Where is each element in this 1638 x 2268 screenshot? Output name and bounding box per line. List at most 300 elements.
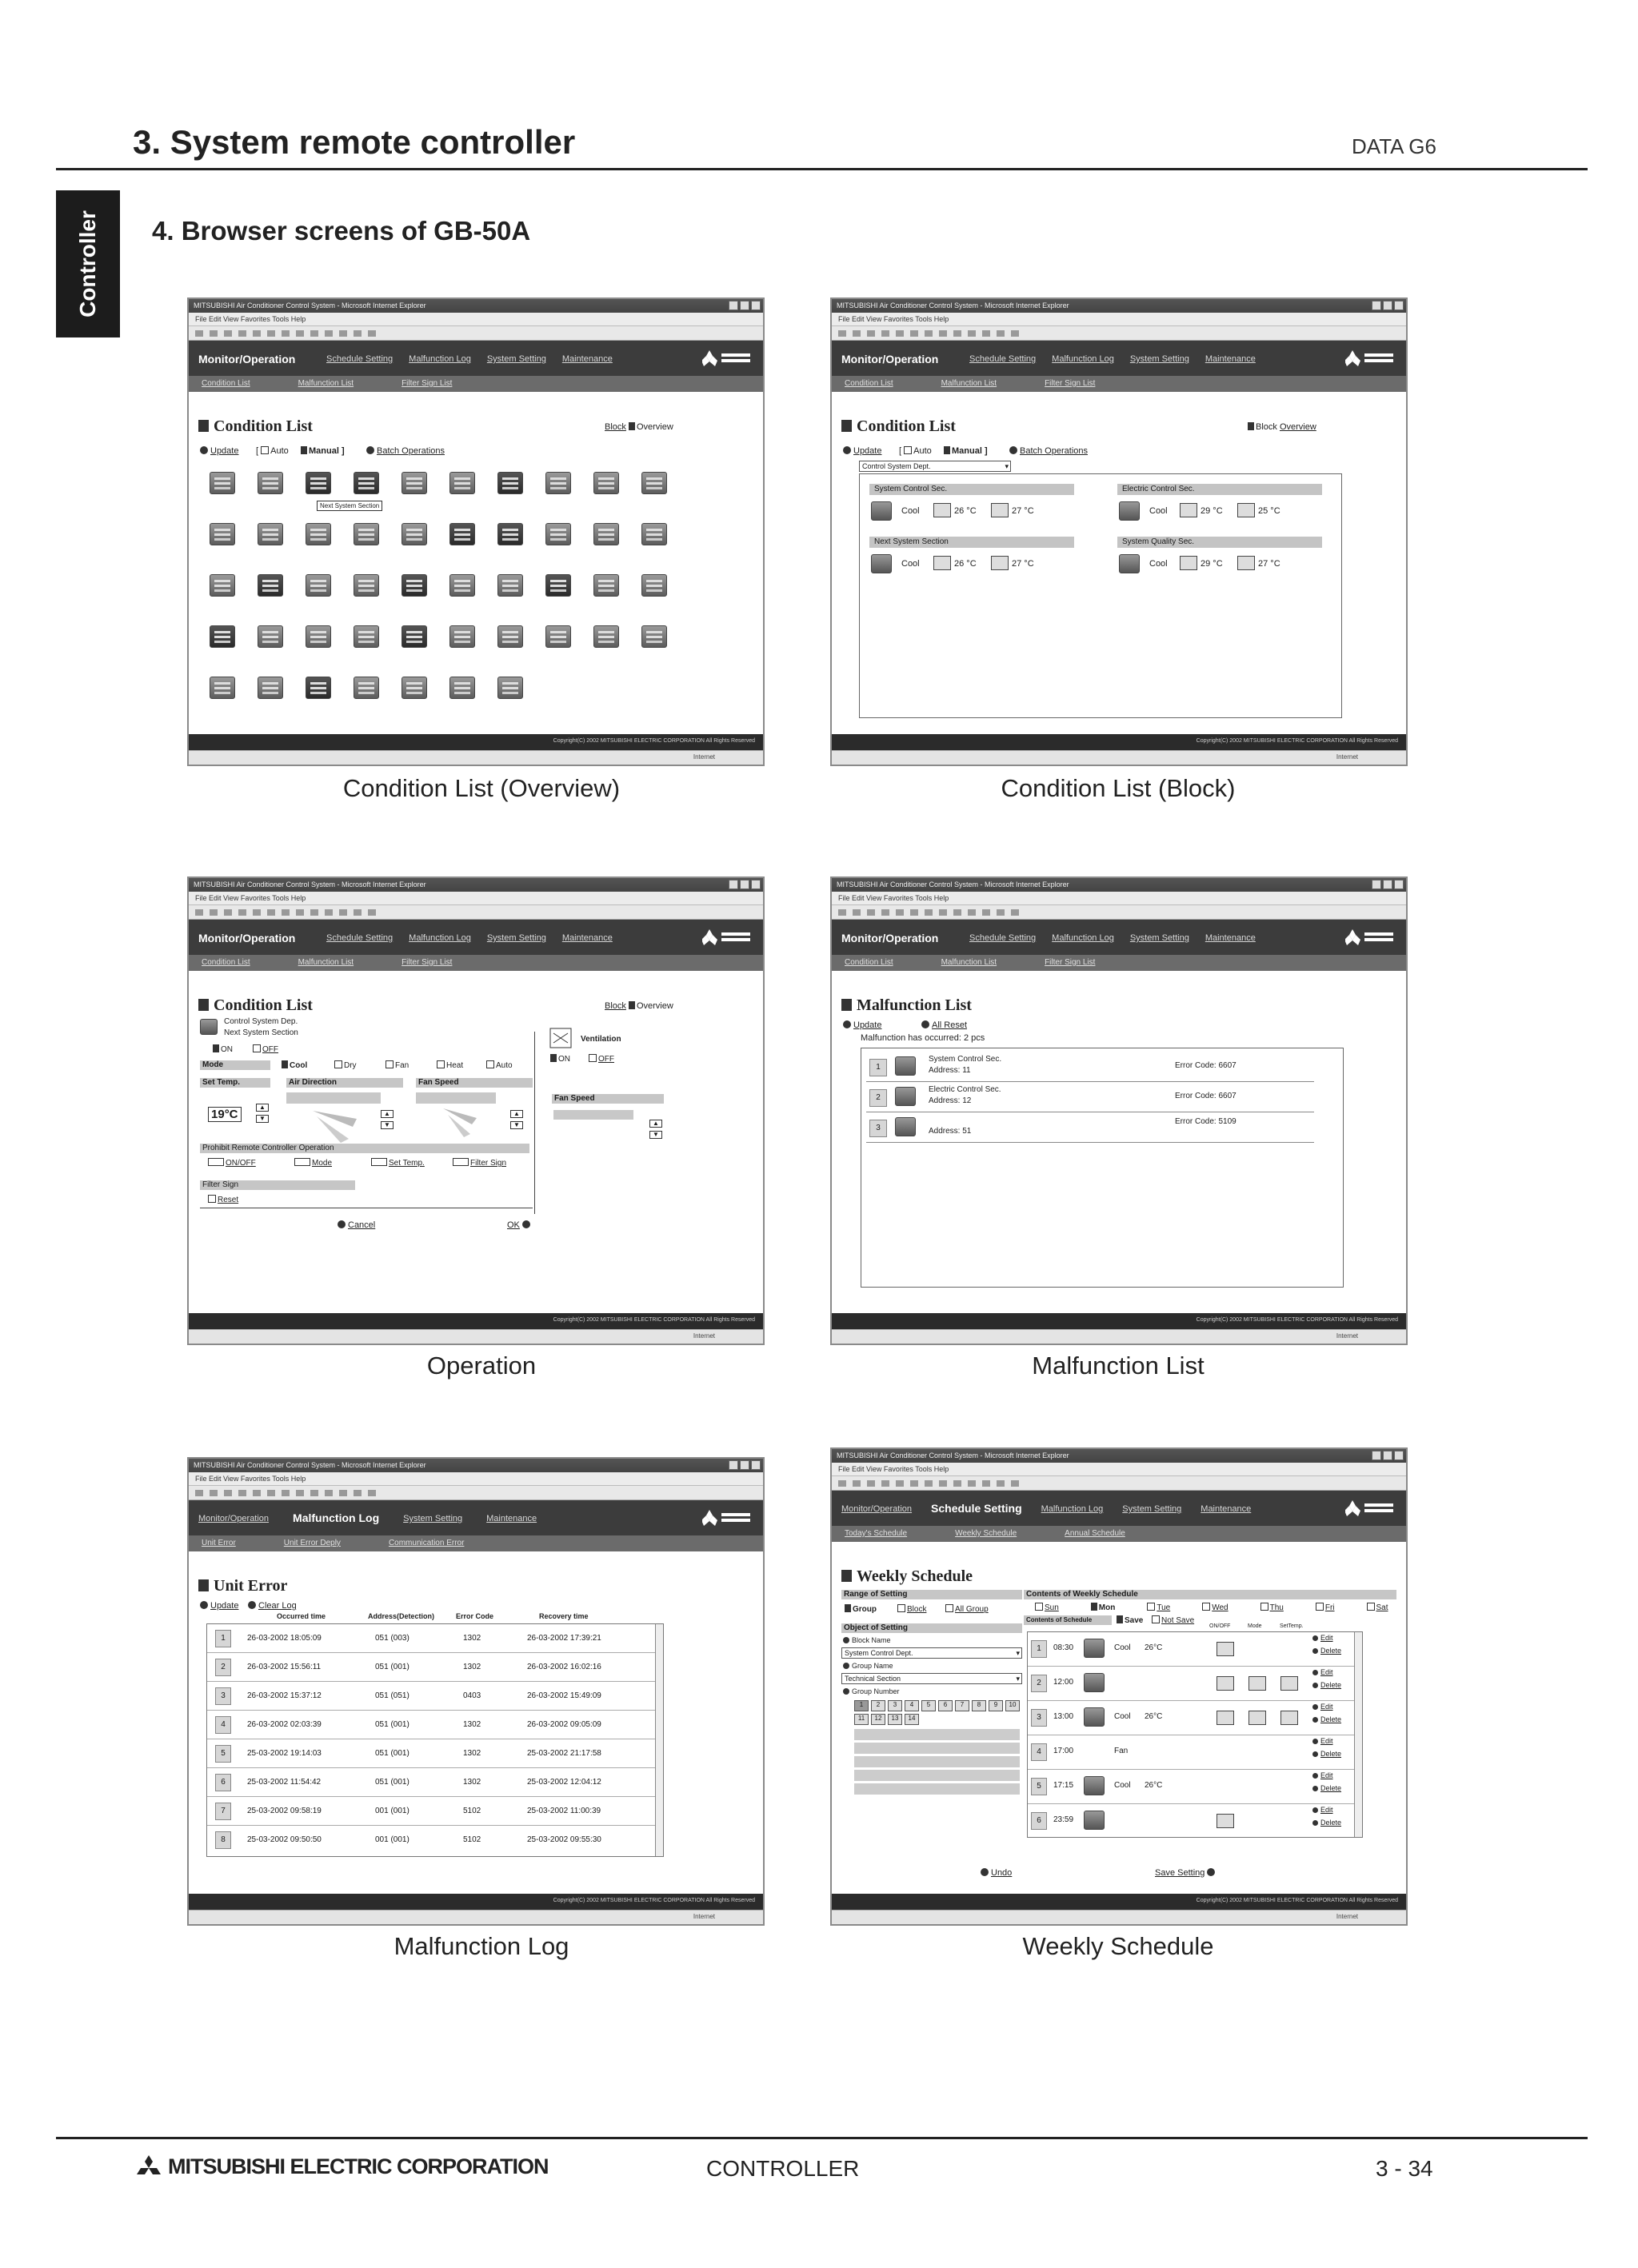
set-temp-value: 29 °C (1201, 506, 1223, 516)
unit-icon[interactable] (258, 523, 283, 545)
nav-system-setting[interactable]: System Setting (1129, 933, 1189, 943)
unit-icon[interactable] (497, 523, 523, 545)
mode-text: Cool (901, 506, 920, 516)
screenshot-weekly-schedule (830, 1447, 1408, 1926)
browser-toolbar (189, 1486, 763, 1500)
schedule-entry[interactable]: 2 12:00 Edit Delete (1028, 1667, 1362, 1701)
dept-select[interactable]: Control System Dept. ▾ (859, 461, 1011, 472)
nav-monitor[interactable]: Monitor/Operation (841, 1504, 913, 1514)
set-temp-icon (1180, 556, 1197, 570)
day-tab-mon[interactable]: Mon (1091, 1603, 1116, 1612)
temp-up-icon[interactable]: ▲ (256, 1104, 269, 1112)
group-number-cell[interactable]: 3 (888, 1700, 902, 1711)
day-tab-sat[interactable]: Sat (1367, 1603, 1388, 1612)
unit-icon[interactable] (258, 472, 283, 494)
nav-schedule[interactable]: Schedule Setting (969, 933, 1037, 943)
maximize-icon (740, 301, 749, 310)
mode-text: Cool (1149, 559, 1168, 569)
air-direction-down-icon[interactable]: ▼ (381, 1121, 394, 1129)
auto-option[interactable]: [ Auto (256, 446, 289, 456)
screen-title: Condition List (198, 996, 313, 1015)
group-name-select[interactable]: Technical Section ▾ (841, 1673, 1022, 1684)
unit-icon[interactable] (449, 523, 475, 545)
unit-icon-grid (210, 472, 669, 699)
unit-icon[interactable] (497, 625, 523, 648)
page-content (189, 408, 763, 734)
subnav-annual-schedule[interactable]: Annual Schedule (1065, 1529, 1125, 1538)
room-temp-value: 27 °C (1258, 559, 1280, 569)
unit-icon[interactable] (641, 523, 667, 545)
group-number-cell[interactable]: 9 (989, 1700, 1003, 1711)
unit-icon[interactable] (449, 677, 475, 699)
fan-speed-icon (441, 1107, 481, 1139)
close-icon (1394, 1451, 1404, 1460)
unit-icon[interactable] (354, 677, 379, 699)
window-titlebar: MITSUBISHI Air Conditioner Control System - Microsoft Internet Explorer (832, 299, 1406, 313)
subnav-malfunction-list[interactable]: Malfunction List (298, 958, 354, 967)
day-tab-wed[interactable]: Wed (1202, 1603, 1228, 1612)
schedule-entry[interactable]: 1 08:30 Cool 26°C Edit Delete (1028, 1632, 1362, 1667)
browser-toolbar (832, 326, 1406, 341)
vent-on-option[interactable]: ON (550, 1054, 570, 1064)
col-mode: Mode (1248, 1623, 1262, 1629)
group-number-cell[interactable]: 8 (972, 1700, 986, 1711)
nav-maintenance[interactable]: Maintenance (1201, 1504, 1252, 1514)
table-row[interactable]: 7 25-03-2002 09:58:19 001 (001) 5102 25-03-2002 11:00:39 (207, 1797, 663, 1826)
footer-divider (56, 2137, 1588, 2139)
maximize-icon (1383, 1451, 1392, 1460)
maximize-icon (740, 1460, 749, 1470)
prohibit-label: Prohibit Remote Controller Operation (200, 1144, 529, 1153)
auto-option[interactable]: [ Auto (899, 446, 932, 456)
edit-link[interactable]: Edit (1312, 1771, 1333, 1779)
unit-icon[interactable] (258, 677, 283, 699)
range-block[interactable]: Block (897, 1604, 926, 1614)
unit-icon (895, 1117, 916, 1136)
subnav-condition-list[interactable]: Condition List (202, 958, 250, 967)
window-titlebar: MITSUBISHI Air Conditioner Control System - Microsoft Internet Explorer (832, 1449, 1406, 1463)
mode-dry[interactable]: Dry (334, 1060, 357, 1070)
scrollbar[interactable] (1354, 1632, 1362, 1837)
delete-link[interactable]: Delete (1312, 1819, 1341, 1827)
temp-down-icon[interactable]: ▼ (256, 1115, 269, 1123)
section-header: System Quality Sec. (1117, 537, 1322, 548)
block-view-link[interactable]: Block Overview (605, 422, 673, 432)
object-label: Object of Setting (841, 1623, 1022, 1633)
vent-fan-up-icon[interactable]: ▲ (649, 1120, 662, 1128)
unit-icon[interactable] (449, 472, 475, 494)
malfunction-count: Malfunction has occurred: 2 pcs (861, 1033, 985, 1043)
unit-icon[interactable] (497, 472, 523, 494)
mode-auto[interactable]: Auto (486, 1060, 513, 1070)
nav-malfunction-log[interactable]: Malfunction Log (293, 1511, 380, 1524)
subnav-filter-sign-list[interactable]: Filter Sign List (402, 958, 453, 967)
air-direction-up-icon[interactable]: ▲ (381, 1110, 394, 1118)
group-name-label: Group Name (843, 1662, 893, 1670)
sub-nav (832, 1526, 1406, 1542)
group-number-cell[interactable]: 2 (871, 1700, 885, 1711)
update-link[interactable]: Update (200, 446, 238, 456)
close-icon (751, 1460, 761, 1470)
group-number-cell[interactable]: 7 (955, 1700, 969, 1711)
subnav-unit-error-deply[interactable]: Unit Error Deply (283, 1539, 341, 1547)
nav-system-setting[interactable]: System Setting (1129, 354, 1189, 364)
copyright-bar: Copyright(C) 2002 MITSUBISHI ELECTRIC CORPORATION All Rights Reserved (189, 1313, 763, 1329)
window-titlebar: MITSUBISHI Air Conditioner Control System - Microsoft Internet Explorer (189, 878, 763, 892)
tooltip: Next System Section (317, 501, 382, 511)
table-row[interactable]: 4 26-03-2002 02:03:39 051 (001) 1302 26-03-2002 09:05:09 (207, 1711, 663, 1739)
unit-icon[interactable] (402, 574, 427, 597)
day-tab-sun[interactable]: Sun (1035, 1603, 1059, 1612)
nav-monitor[interactable]: Monitor/Operation (841, 932, 939, 944)
day-tabs (1035, 1603, 1388, 1612)
unit-icon[interactable] (258, 625, 283, 648)
menu-bar: File Edit View Favorites Tools Help (189, 892, 763, 905)
vent-fan-down-icon[interactable]: ▼ (649, 1131, 662, 1139)
delete-link[interactable]: Delete (1312, 1784, 1341, 1792)
subnav-malfunction-list[interactable]: Malfunction List (298, 379, 354, 388)
unit-icon[interactable] (641, 574, 667, 597)
set-temp-icon (933, 556, 951, 570)
settings-icon (1280, 1711, 1298, 1725)
unit-icon[interactable] (402, 523, 427, 545)
save-option[interactable]: Save (1117, 1615, 1143, 1625)
unit-icon[interactable] (593, 472, 619, 494)
nav-schedule[interactable]: Schedule Setting (969, 354, 1037, 364)
delete-link[interactable]: Delete (1312, 1750, 1341, 1758)
unit-icon[interactable] (402, 625, 427, 648)
section-heading: 4. Browser screens of GB-50A (152, 216, 531, 246)
range-group[interactable]: Group (845, 1604, 877, 1614)
group-number-cell[interactable]: 10 (1005, 1700, 1020, 1711)
settings-icon (1248, 1711, 1266, 1725)
cancel-button[interactable]: Cancel (338, 1220, 375, 1230)
unit-icon[interactable] (402, 677, 427, 699)
nav-malfunction-log[interactable]: Malfunction Log (1041, 1504, 1104, 1514)
corporation-name: MITSUBISHI ELECTRIC CORPORATION (168, 2154, 549, 2178)
nav-maintenance[interactable]: Maintenance (1205, 933, 1256, 943)
unit-icon[interactable] (871, 554, 892, 573)
fan-speed-up-icon[interactable]: ▲ (510, 1110, 523, 1118)
contents-schedule-label: Contents of Schedule (1024, 1615, 1112, 1625)
unit-icon[interactable] (210, 472, 235, 494)
fan-speed-down-icon[interactable]: ▼ (510, 1121, 523, 1129)
vent-off-option[interactable]: OFF (589, 1054, 614, 1064)
prohibit-mode[interactable]: Mode (294, 1158, 332, 1168)
group-number-cell[interactable]: 6 (938, 1700, 953, 1711)
clear-log-link[interactable]: Clear Log (248, 1601, 297, 1611)
subnav-condition-list[interactable]: Condition List (845, 958, 893, 967)
unit-icon[interactable] (545, 523, 571, 545)
block-name-select[interactable]: System Control Dept. ▾ (841, 1647, 1022, 1659)
block-view-link[interactable]: Block Overview (605, 1001, 673, 1011)
screen-title: Condition List (841, 417, 956, 436)
not-save-option[interactable]: Not Save (1152, 1615, 1194, 1625)
edit-link[interactable]: Edit (1312, 1737, 1333, 1745)
screen-title: Condition List (198, 417, 313, 436)
list-item[interactable]: 3 Address: 51 Error Code: 5109 (866, 1114, 1314, 1143)
update-link[interactable]: Update (843, 1020, 881, 1030)
mode-cool[interactable]: Cool (282, 1060, 307, 1070)
undo-button[interactable]: Undo (981, 1868, 1012, 1878)
off-option[interactable]: OFF (253, 1044, 278, 1054)
table-row[interactable]: 8 25-03-2002 09:50:50 001 (001) 5102 25-03-2002 09:55:30 (207, 1826, 663, 1855)
edit-link[interactable]: Edit (1312, 1634, 1333, 1642)
caption-condition-overview: Condition List (Overview) (342, 774, 621, 802)
nav-system-setting[interactable]: System Setting (486, 354, 546, 364)
vent-fan-speed-label: Fan Speed (552, 1094, 664, 1104)
unit-icon[interactable] (306, 574, 331, 597)
subnav-filter-sign-list[interactable]: Filter Sign List (1045, 379, 1096, 388)
menu-bar: File Edit View Favorites Tools Help (189, 1472, 763, 1486)
scrollbar[interactable] (655, 1624, 663, 1856)
sub-nav (832, 376, 1406, 392)
group-section: Next System Section (224, 1028, 298, 1037)
table-row[interactable]: 3 26-03-2002 15:37:12 051 (051) 0403 26-03-2002 15:49:09 (207, 1682, 663, 1711)
nav-bar (832, 1491, 1406, 1526)
settings-icon (1217, 1711, 1234, 1725)
edit-link[interactable]: Edit (1312, 1668, 1333, 1676)
nav-bar (832, 920, 1406, 955)
unit-icon[interactable] (258, 574, 283, 597)
unit-icon[interactable] (306, 472, 331, 494)
sub-nav (189, 376, 763, 392)
set-temp-icon (933, 503, 951, 517)
set-temp-display: 19°C (208, 1107, 242, 1122)
mitsubishi-logo-icon (1345, 928, 1396, 947)
unit-icon[interactable] (641, 625, 667, 648)
mode-label: Mode (200, 1060, 270, 1070)
status-bar: Internet (189, 1910, 763, 1924)
update-link[interactable]: Update (843, 446, 881, 456)
nav-monitor[interactable]: Monitor/Operation (198, 353, 296, 365)
table-row[interactable]: 1 26-03-2002 18:05:09 051 (003) 1302 26-03-2002 17:39:21 (207, 1624, 663, 1653)
delete-link[interactable]: Delete (1312, 1681, 1341, 1689)
prohibit-onoff[interactable]: ON/OFF (208, 1158, 256, 1168)
status-bar: Internet (832, 1910, 1406, 1924)
minimize-icon (1372, 1451, 1381, 1460)
unit-icon[interactable] (354, 625, 379, 648)
room-temp-value: 27 °C (1012, 559, 1034, 569)
maximize-icon (1383, 301, 1392, 310)
nav-malfunction-log[interactable]: Malfunction Log (409, 933, 471, 943)
edit-link[interactable]: Edit (1312, 1806, 1333, 1814)
subnav-condition-list[interactable]: Condition List (202, 379, 250, 388)
contents-label: Contents of Weekly Schedule (1024, 1590, 1396, 1599)
day-tab-tue[interactable]: Tue (1147, 1603, 1170, 1612)
mode-text: Cool (1149, 506, 1168, 516)
manual-option[interactable]: Manual ] (301, 446, 345, 456)
unit-icon[interactable] (1119, 554, 1140, 573)
set-temp-icon (1180, 503, 1197, 517)
batch-operations-link[interactable]: Batch Operations (366, 446, 445, 456)
save-setting-button[interactable]: Save Setting (1155, 1868, 1217, 1878)
schedule-entry[interactable]: 4 17:00 Fan Edit Delete (1028, 1735, 1362, 1770)
group-number-cell[interactable]: 4 (905, 1700, 919, 1711)
schedule-entry[interactable]: 5 17:15 Cool 26°C Edit Delete (1028, 1770, 1362, 1804)
subnav-weekly-schedule[interactable]: Weekly Schedule (955, 1529, 1017, 1538)
maximize-icon (1383, 880, 1392, 889)
group-number-cell[interactable]: 14 (905, 1714, 919, 1725)
day-tab-thu[interactable]: Thu (1260, 1603, 1284, 1612)
edit-link[interactable]: Edit (1312, 1703, 1333, 1711)
nav-maintenance[interactable]: Maintenance (561, 354, 613, 364)
block-view-link[interactable]: Block Overview (1248, 422, 1316, 432)
delete-link[interactable]: Delete (1312, 1715, 1341, 1723)
group-dept: Control System Dep. (224, 1017, 298, 1026)
nav-malfunction-log[interactable]: Malfunction Log (1052, 354, 1114, 364)
subnav-condition-list[interactable]: Condition List (845, 379, 893, 388)
ok-button[interactable]: OK (507, 1220, 533, 1230)
unit-icon[interactable] (497, 677, 523, 699)
group-number-cell[interactable]: 1 (854, 1700, 869, 1711)
mode-heat[interactable]: Heat (437, 1060, 463, 1070)
unit-icon[interactable] (449, 625, 475, 648)
group-number-label: Group Number (843, 1687, 900, 1695)
unit-icon[interactable] (545, 574, 571, 597)
table-row[interactable]: 2 26-03-2002 15:56:11 051 (001) 1302 26-03-2002 16:02:16 (207, 1653, 663, 1682)
group-number-grid (854, 1700, 1020, 1725)
unit-icon[interactable] (210, 574, 235, 597)
schedule-entry[interactable]: 3 13:00 Cool 26°C Edit Delete (1028, 1701, 1362, 1735)
nav-bar (832, 341, 1406, 376)
col-recovery: Recovery time (539, 1612, 589, 1620)
unit-icon[interactable] (641, 472, 667, 494)
mitsubishi-logo-icon (702, 1508, 753, 1527)
unit-icon[interactable] (871, 501, 892, 521)
manual-option[interactable]: Manual ] (944, 446, 988, 456)
nav-bar (189, 1500, 763, 1535)
unit-icon[interactable] (1119, 501, 1140, 521)
schedule-entry[interactable]: 6 23:59 Edit Delete (1028, 1804, 1362, 1839)
page-content (832, 1558, 1406, 1894)
air-direction-icon (309, 1107, 365, 1147)
status-bar: Internet (832, 750, 1406, 765)
subnav-communication-error[interactable]: Communication Error (388, 1539, 465, 1547)
nav-system-setting[interactable]: System Setting (486, 933, 546, 943)
subnav-unit-error[interactable]: Unit Error (202, 1539, 236, 1547)
unit-icon[interactable] (497, 574, 523, 597)
batch-operations-link[interactable]: Batch Operations (1009, 446, 1088, 456)
subnav-filter-sign-list[interactable]: Filter Sign List (402, 379, 453, 388)
browser-toolbar (189, 326, 763, 341)
subnav-malfunction-list[interactable]: Malfunction List (941, 958, 997, 967)
caption-condition-block: Condition List (Block) (1001, 774, 1236, 802)
nav-schedule[interactable]: Schedule Setting (931, 1502, 1022, 1515)
unit-icon[interactable] (545, 472, 571, 494)
unit-icon[interactable] (306, 677, 331, 699)
list-item[interactable]: 1 System Control Sec. Address: 11 Error Code: 6607 (866, 1053, 1314, 1082)
unit-icon[interactable] (354, 574, 379, 597)
room-temp-icon (1237, 556, 1255, 570)
copyright-bar: Copyright(C) 2002 MITSUBISHI ELECTRIC CORPORATION All Rights Reserved (832, 734, 1406, 750)
all-reset-link[interactable]: All Reset (921, 1020, 967, 1030)
nav-maintenance[interactable]: Maintenance (1205, 354, 1256, 364)
table-row[interactable]: 6 25-03-2002 11:54:42 051 (001) 1302 25-03-2002 12:04:12 (207, 1768, 663, 1797)
unit-icon[interactable] (593, 523, 619, 545)
nav-system-setting[interactable]: System Setting (403, 1514, 463, 1523)
page-title: 3. System remote controller (133, 123, 576, 161)
reset-option[interactable]: Reset (208, 1195, 238, 1204)
caption-weekly-schedule: Weekly Schedule (1022, 1932, 1214, 1960)
subnav-filter-sign-list[interactable]: Filter Sign List (1045, 958, 1096, 967)
screen-title: Unit Error (198, 1577, 287, 1595)
close-icon (1394, 880, 1404, 889)
nav-maintenance[interactable]: Maintenance (561, 933, 613, 943)
unit-icon[interactable] (449, 574, 475, 597)
unit-icon[interactable] (593, 625, 619, 648)
group-number-cell[interactable]: 13 (888, 1714, 902, 1725)
col-error-code: Error Code (456, 1612, 494, 1620)
unit-icon[interactable] (306, 625, 331, 648)
mode-fan[interactable]: Fan (386, 1060, 409, 1070)
group-number-cell[interactable]: 12 (871, 1714, 885, 1725)
prohibit-filter-sign[interactable]: Filter Sign (453, 1158, 506, 1168)
nav-malfunction-log[interactable]: Malfunction Log (1052, 933, 1114, 943)
browser-toolbar (832, 1476, 1406, 1491)
vent-fan-speed-bar (553, 1110, 633, 1120)
group-number-cell[interactable]: 5 (921, 1700, 936, 1711)
unit-icon (1084, 1639, 1105, 1658)
unit-icon[interactable] (354, 523, 379, 545)
table-row[interactable]: 5 25-03-2002 19:14:03 051 (001) 1302 25-03-2002 21:17:58 (207, 1739, 663, 1768)
list-item[interactable]: 2 Electric Control Sec. Address: 12 Error Code: 6607 (866, 1084, 1314, 1112)
block-panel (859, 473, 1342, 718)
nav-monitor[interactable]: Monitor/Operation (198, 932, 296, 944)
update-link[interactable]: Update (200, 1601, 238, 1611)
on-option[interactable]: ON (213, 1044, 233, 1054)
unit-icon[interactable] (210, 677, 235, 699)
subnav-malfunction-list[interactable]: Malfunction List (941, 379, 997, 388)
status-bar: Internet (189, 1329, 763, 1344)
nav-malfunction-log[interactable]: Malfunction Log (409, 354, 471, 364)
unit-icon[interactable] (402, 472, 427, 494)
browser-toolbar (189, 905, 763, 920)
unit-icon[interactable] (354, 472, 379, 494)
page-content (832, 987, 1406, 1313)
page-content (832, 408, 1406, 734)
unit-icon[interactable] (306, 523, 331, 545)
day-tab-fri[interactable]: Fri (1316, 1603, 1335, 1612)
header-divider (56, 168, 1588, 170)
nav-monitor[interactable]: Monitor/Operation (198, 1514, 270, 1523)
set-temp-value: 26 °C (954, 559, 977, 569)
nav-schedule[interactable]: Schedule Setting (326, 354, 394, 364)
screenshot-operation (187, 876, 765, 1345)
nav-schedule[interactable]: Schedule Setting (326, 933, 394, 943)
prohibit-set-temp[interactable]: Set Temp. (371, 1158, 425, 1168)
delete-link[interactable]: Delete (1312, 1647, 1341, 1655)
nav-system-setting[interactable]: System Setting (1122, 1504, 1182, 1514)
unit-icon[interactable] (545, 625, 571, 648)
nav-monitor[interactable]: Monitor/Operation (841, 353, 939, 365)
unit-icon (895, 1056, 916, 1076)
status-bar: Internet (189, 750, 763, 765)
unit-icon[interactable] (593, 574, 619, 597)
nav-maintenance[interactable]: Maintenance (486, 1514, 537, 1523)
unit-icon (1084, 1811, 1105, 1830)
subnav-todays-schedule[interactable]: Today's Schedule (845, 1529, 908, 1538)
unit-icon[interactable] (210, 625, 235, 648)
screen-title: Weekly Schedule (841, 1567, 973, 1586)
range-all-group[interactable]: All Group (945, 1604, 989, 1614)
copyright-bar: Copyright(C) 2002 MITSUBISHI ELECTRIC CORPORATION All Rights Reserved (832, 1313, 1406, 1329)
unit-icon[interactable] (210, 523, 235, 545)
error-log-table (206, 1623, 664, 1857)
screenshot-condition-block (830, 297, 1408, 766)
menu-bar: File Edit View Favorites Tools Help (189, 313, 763, 326)
group-number-cell[interactable]: 11 (854, 1714, 869, 1725)
